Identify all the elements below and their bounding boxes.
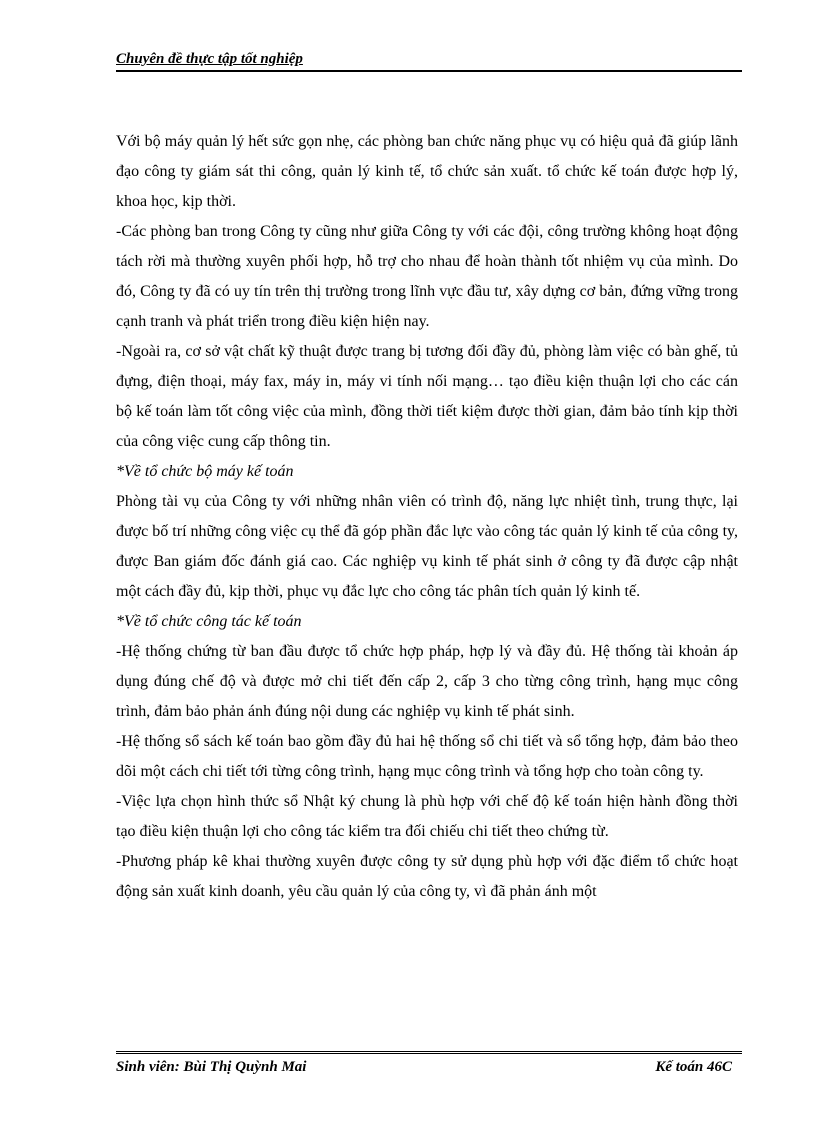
body-paragraph: -Hệ thống chứng từ ban đầu được tổ chức hợp pháp, hợp lý và đầy đủ. Hệ thống tài khoản áp dụng đúng chế độ và được mở chi tiết đến cấp 2, cấp 3 cho từng công trình, hạng mục công trình, đảm bảo phản ánh đúng nội dung các nghiệp vụ kinh tế phát sinh. xyxy=(116,643,738,720)
body-paragraph: -Việc lựa chọn hình thức sổ Nhật ký chung là phù hợp với chế độ kế toán hiện hành đồng thời tạo điều kiện thuận lợi cho công tác kiểm tra đối chiếu chi tiết theo chứng từ. xyxy=(116,793,738,840)
body-paragraph: -Phương pháp kê khai thường xuyên được công ty sử dụng phù hợp với đặc điểm tổ chức hoạt động sản xuất kinh doanh, yêu cầu quản lý của công ty, vì đã phản ánh một xyxy=(116,853,738,900)
page-header xyxy=(116,48,742,72)
body-paragraph: Với bộ máy quản lý hết sức gọn nhẹ, các phòng ban chức năng phục vụ có hiệu quả đã giúp lãnh đạo công ty giám sát thi công, quản lý kinh tế, tổ chức sản xuất. tổ chức kế toán được hợp lý, khoa học, kịp thời. xyxy=(116,133,738,210)
body-paragraph: Phòng tài vụ của Công ty với những nhân viên có trình độ, năng lực nhiệt tình, trung thực, lại được bố trí những công việc cụ thể đã góp phần đắc lực vào công tác quản lý kinh tế của công ty, được Ban giám đốc đánh giá cao. Các nghiệp vụ kinh tế phát sinh ở công ty đã được cập nhật một cách đầy đủ, kịp thời, phục vụ đắc lực cho công tác phân tích quản lý kinh tế. xyxy=(116,493,738,600)
footer-class-name: Kế toán 46C xyxy=(655,1059,732,1075)
body-paragraph: -Ngoài ra, cơ sở vật chất kỹ thuật được trang bị tương đối đầy đủ, phòng làm việc có bàn ghế, tủ đựng, điện thoại, máy fax, máy in, máy vi tính nối mạng… tạo điều kiện thuận lợi cho các cán bộ kế toán làm tốt công việc của mình, đồng thời tiết kiệm được thời gian, đảm bảo tính kịp thời của công việc cung cấp thông tin. xyxy=(116,343,738,450)
header-title: Chuyên đề thực tập tốt nghiệp xyxy=(116,51,303,67)
body-paragraph: -Hệ thống sổ sách kế toán bao gồm đầy đủ hai hệ thống sổ chi tiết và sổ tổng hợp, đảm bảo theo dõi một cách chi tiết tới từng công trình, hạng mục công trình và tổng hợp cho toàn công ty. xyxy=(116,733,738,780)
section-heading: *Về tổ chức công tác kế toán xyxy=(116,613,302,630)
section-heading: *Về tổ chức bộ máy kế toán xyxy=(116,463,294,480)
body-paragraph: -Các phòng ban trong Công ty cũng như giữa Công ty với các đội, công trường không hoạt động tách rời mà thường xuyên phối hợp, hỗ trợ cho nhau để hoàn thành tốt nhiệm vụ của mình. Do đó, Công ty đã có uy tín trên thị trường trong lĩnh vực đầu tư, xây dựng cơ bản, đứng vững trong cạnh tranh và phát triển trong điều kiện hiện nay. xyxy=(116,223,738,330)
document-body xyxy=(116,127,738,907)
footer-student-name: Sinh viên: Bùi Thị Quỳnh Mai xyxy=(116,1059,307,1075)
page-footer xyxy=(116,1051,742,1084)
